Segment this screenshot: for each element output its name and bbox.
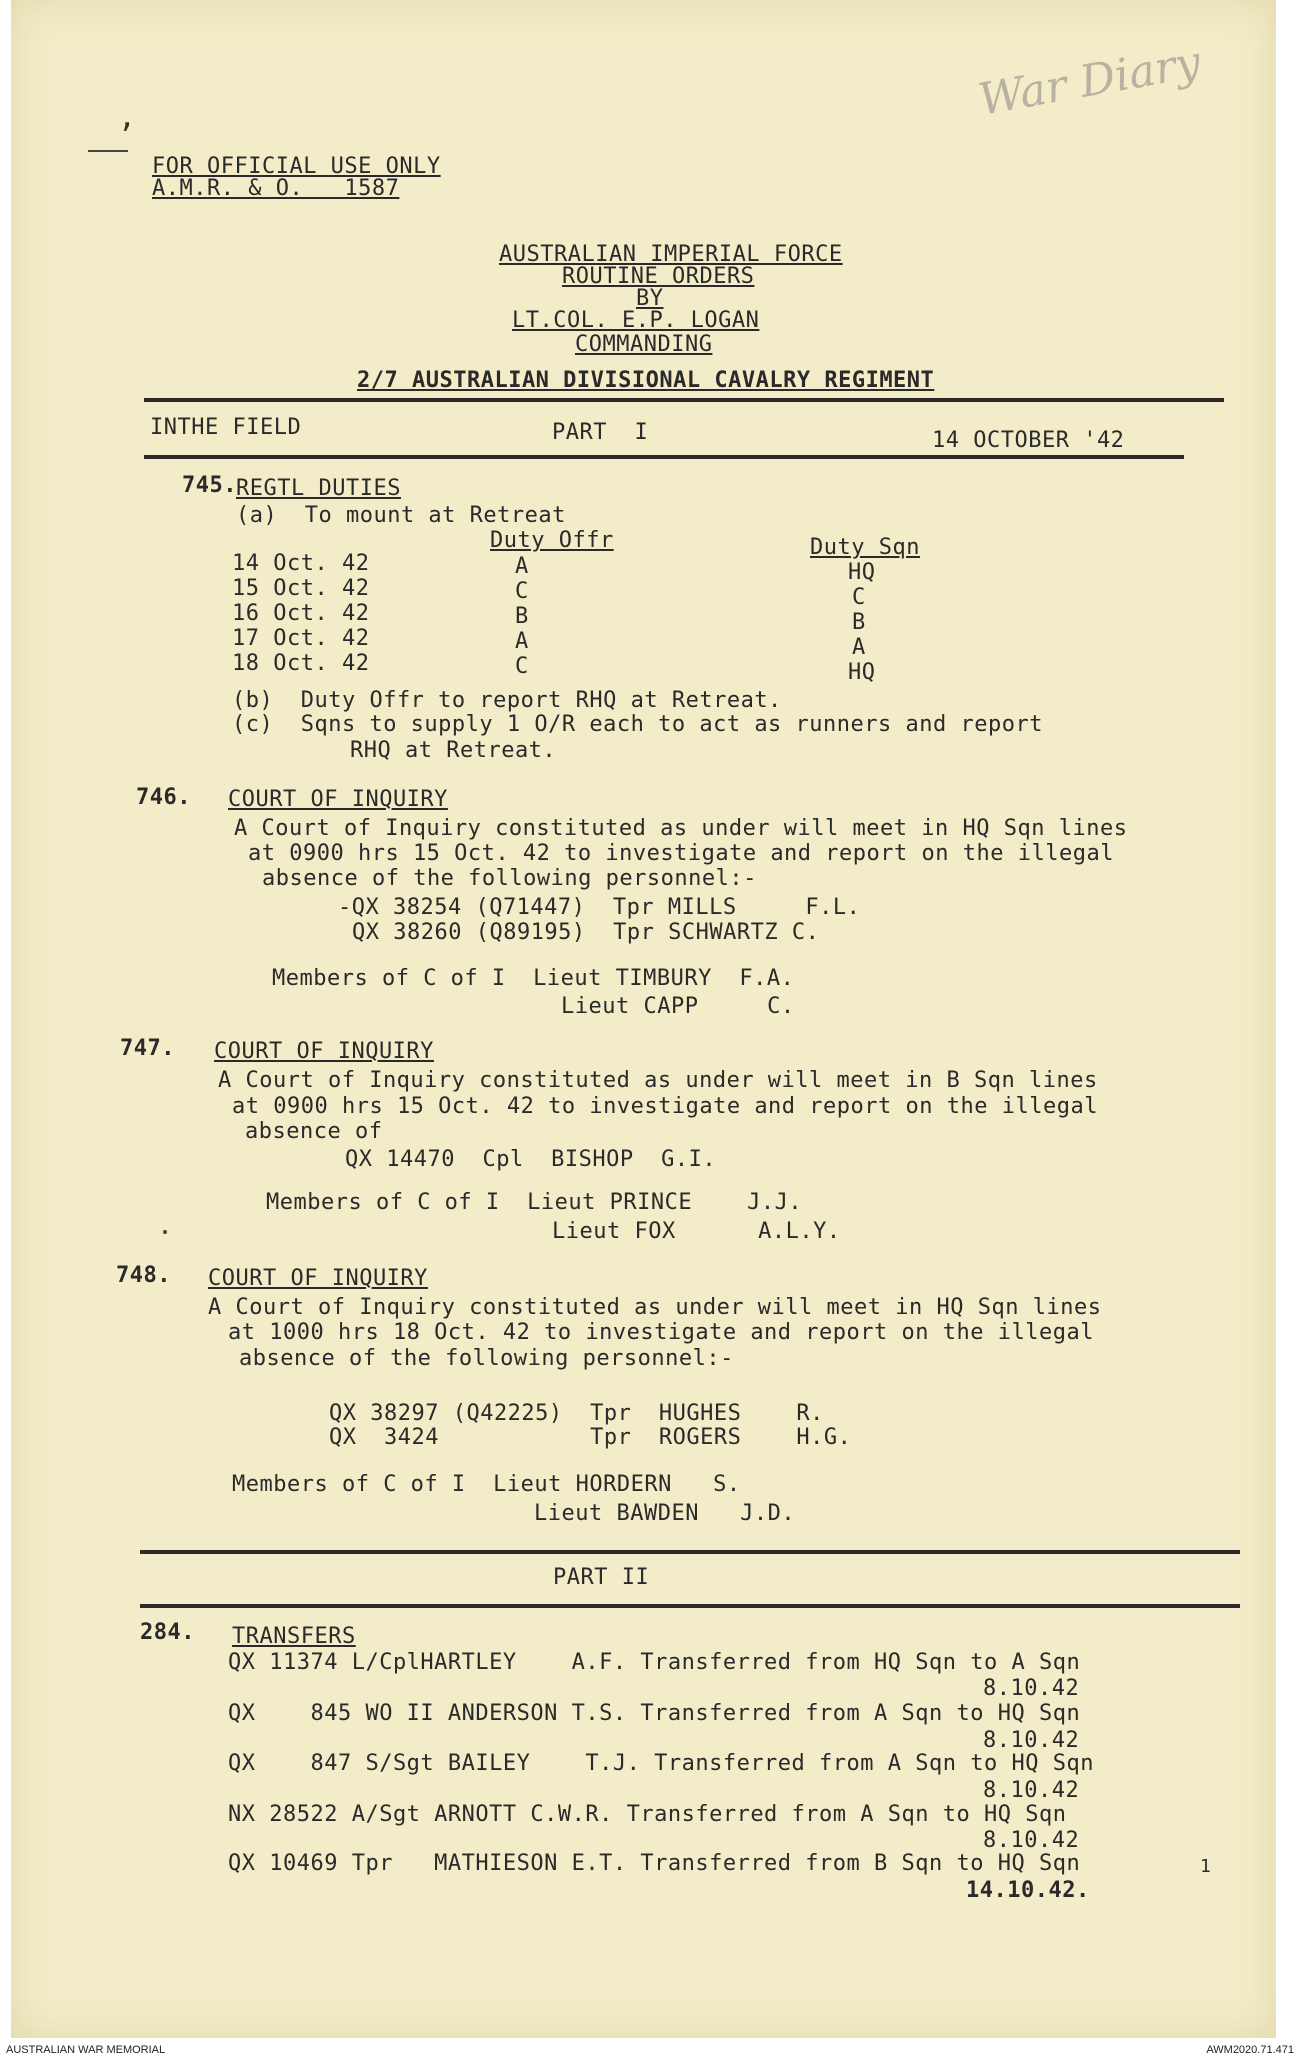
duty-row-sqn: HQ xyxy=(848,660,876,685)
col-duty-sqn: Duty Sqn xyxy=(810,535,920,560)
transfer-date: 8.10.42 xyxy=(983,1728,1080,1753)
order-746-person-2: QX 38260 (Q89195) Tpr SCHWARTZ C. xyxy=(352,920,820,945)
transfer-row: QX 845 WO II ANDERSON T.S. Transferred from A Sqn to HQ Sqn xyxy=(228,1701,1081,1726)
margin-mark: , xyxy=(118,100,137,135)
title-line-3: BY xyxy=(636,286,664,311)
order-748-members-2: Lieut BAWDEN J.D. xyxy=(534,1501,796,1526)
official-use-label: FOR OFFICIAL USE ONLY xyxy=(152,154,441,179)
order-748-line-3: absence of the following personnel:- xyxy=(239,1346,734,1371)
order-284-title: TRANSFERS xyxy=(232,1624,356,1649)
duty-row-offr: A xyxy=(515,629,529,654)
order-745-b: (b) Duty Offr to report RHQ at Retreat. xyxy=(232,688,782,713)
amr-reference: A.M.R. & O. 1587 xyxy=(152,176,400,201)
margin-dot xyxy=(163,1230,167,1234)
order-746-line-1: A Court of Inquiry constituted as under will meet in HQ Sqn lines xyxy=(234,816,1128,841)
transfer-row: NX 28522 A/Sgt ARNOTT C.W.R. Transferred from A Sqn to HQ Sqn xyxy=(228,1802,1067,1827)
order-date: 14 OCTOBER '42 xyxy=(932,428,1125,453)
order-746-title: COURT OF INQUIRY xyxy=(228,787,448,812)
part-two-rule-bottom xyxy=(140,1604,1240,1608)
order-745-c-line-2: RHQ at Retreat. xyxy=(350,738,557,763)
location-label: INTHE FIELD xyxy=(150,415,302,440)
title-line-4: LT.COL. E.P. LOGAN xyxy=(512,308,760,333)
duty-row-offr: C xyxy=(515,654,529,679)
order-747-line-1: A Court of Inquiry constituted as under will meet in B Sqn lines xyxy=(218,1068,1098,1093)
order-747-number: 747. xyxy=(120,1036,175,1061)
margin-dash xyxy=(88,150,128,152)
order-284-number: 284. xyxy=(140,1620,195,1645)
duty-row-sqn: B xyxy=(852,610,866,635)
pencil-annotation: War Diary xyxy=(974,36,1205,126)
transfer-date: 8.10.42 xyxy=(983,1828,1080,1853)
col-duty-offr: Duty Offr xyxy=(490,528,614,553)
order-747-line-2: at 0900 hrs 15 Oct. 42 to investigate and report on the illegal xyxy=(232,1094,1098,1119)
order-745-title: REGTL DUTIES xyxy=(236,476,401,501)
order-746-members-2: Lieut CAPP C. xyxy=(561,994,795,1019)
order-746-line-2: at 0900 hrs 15 Oct. 42 to investigate and report on the illegal xyxy=(248,841,1114,866)
transfer-date: 14.10.42. xyxy=(966,1878,1090,1903)
duty-row-date: 15 Oct. 42 xyxy=(232,576,370,601)
transfer-date: 8.10.42 xyxy=(983,1676,1080,1701)
footer-right: AWM2020.71.471 xyxy=(1206,2044,1294,2056)
part-two-heading: PART II xyxy=(553,1565,650,1590)
duty-row-sqn: HQ xyxy=(848,560,876,585)
order-748-line-1: A Court of Inquiry constituted as under will meet in HQ Sqn lines xyxy=(208,1295,1102,1320)
order-748-members-1: Members of C of I Lieut HORDERN S. xyxy=(232,1472,741,1497)
title-line-2: ROUTINE ORDERS xyxy=(562,264,755,289)
order-747-line-3: absence of xyxy=(245,1119,383,1144)
order-746-number: 746. xyxy=(136,785,191,810)
part-one-label: PART I xyxy=(552,420,649,445)
order-748-person-1: QX 38297 (Q42225) Tpr HUGHES R. xyxy=(329,1401,824,1426)
header-rule-bottom xyxy=(144,455,1184,459)
part-two-rule-top xyxy=(140,1550,1240,1554)
order-746-person-1: -QX 38254 (Q71447) Tpr MILLS F.L. xyxy=(338,895,861,920)
footer-bar xyxy=(0,2038,1300,2061)
order-745-number: 745. xyxy=(182,473,237,498)
title-line-6: 2/7 AUSTRALIAN DIVISIONAL CAVALRY REGIMENT xyxy=(357,368,935,393)
duty-row-date: 14 Oct. 42 xyxy=(232,551,370,576)
duty-row-offr: C xyxy=(515,579,529,604)
transfer-row: QX 847 S/Sgt BAILEY T.J. Transferred from A Sqn to HQ Sqn xyxy=(228,1751,1094,1776)
duty-row-date: 16 Oct. 42 xyxy=(232,601,370,626)
order-745-a: (a) To mount at Retreat xyxy=(236,503,566,528)
order-747-members-2: Lieut FOX A.L.Y. xyxy=(552,1219,841,1244)
order-746-line-3: absence of the following personnel:- xyxy=(262,866,757,891)
page-mark: 1 xyxy=(1200,1856,1212,1877)
duty-row-date: 18 Oct. 42 xyxy=(232,651,370,676)
duty-row-sqn: C xyxy=(852,585,866,610)
order-747-members-1: Members of C of I Lieut PRINCE J.J. xyxy=(266,1190,803,1215)
duty-row-date: 17 Oct. 42 xyxy=(232,626,370,651)
footer-left: AUSTRALIAN WAR MEMORIAL xyxy=(6,2044,166,2056)
order-746-members-1: Members of C of I Lieut TIMBURY F.A. xyxy=(272,966,795,991)
transfer-row: QX 11374 L/CplHARTLEY A.F. Transferred from HQ Sqn to A Sqn xyxy=(228,1650,1081,1675)
order-748-line-2: at 1000 hrs 18 Oct. 42 to investigate and report on the illegal xyxy=(228,1320,1094,1345)
order-748-person-2: QX 3424 Tpr ROGERS H.G. xyxy=(329,1425,852,1450)
order-747-title: COURT OF INQUIRY xyxy=(214,1039,434,1064)
order-748-number: 748. xyxy=(116,1263,171,1288)
title-line-1: AUSTRALIAN IMPERIAL FORCE xyxy=(499,242,843,267)
header-rule xyxy=(144,398,1224,402)
duty-row-offr: B xyxy=(515,604,529,629)
transfer-date: 8.10.42 xyxy=(983,1778,1080,1803)
title-line-5: COMMANDING xyxy=(575,332,713,357)
order-748-title: COURT OF INQUIRY xyxy=(208,1266,428,1291)
order-745-c-line-1: (c) Sqns to supply 1 O/R each to act as runners and report xyxy=(232,712,1043,737)
duty-row-offr: A xyxy=(515,554,529,579)
order-747-person-1: QX 14470 Cpl BISHOP G.I. xyxy=(345,1147,717,1172)
transfer-row: QX 10469 Tpr MATHIESON E.T. Transferred from B Sqn to HQ Sqn xyxy=(228,1851,1081,1876)
duty-row-sqn: A xyxy=(852,635,866,660)
